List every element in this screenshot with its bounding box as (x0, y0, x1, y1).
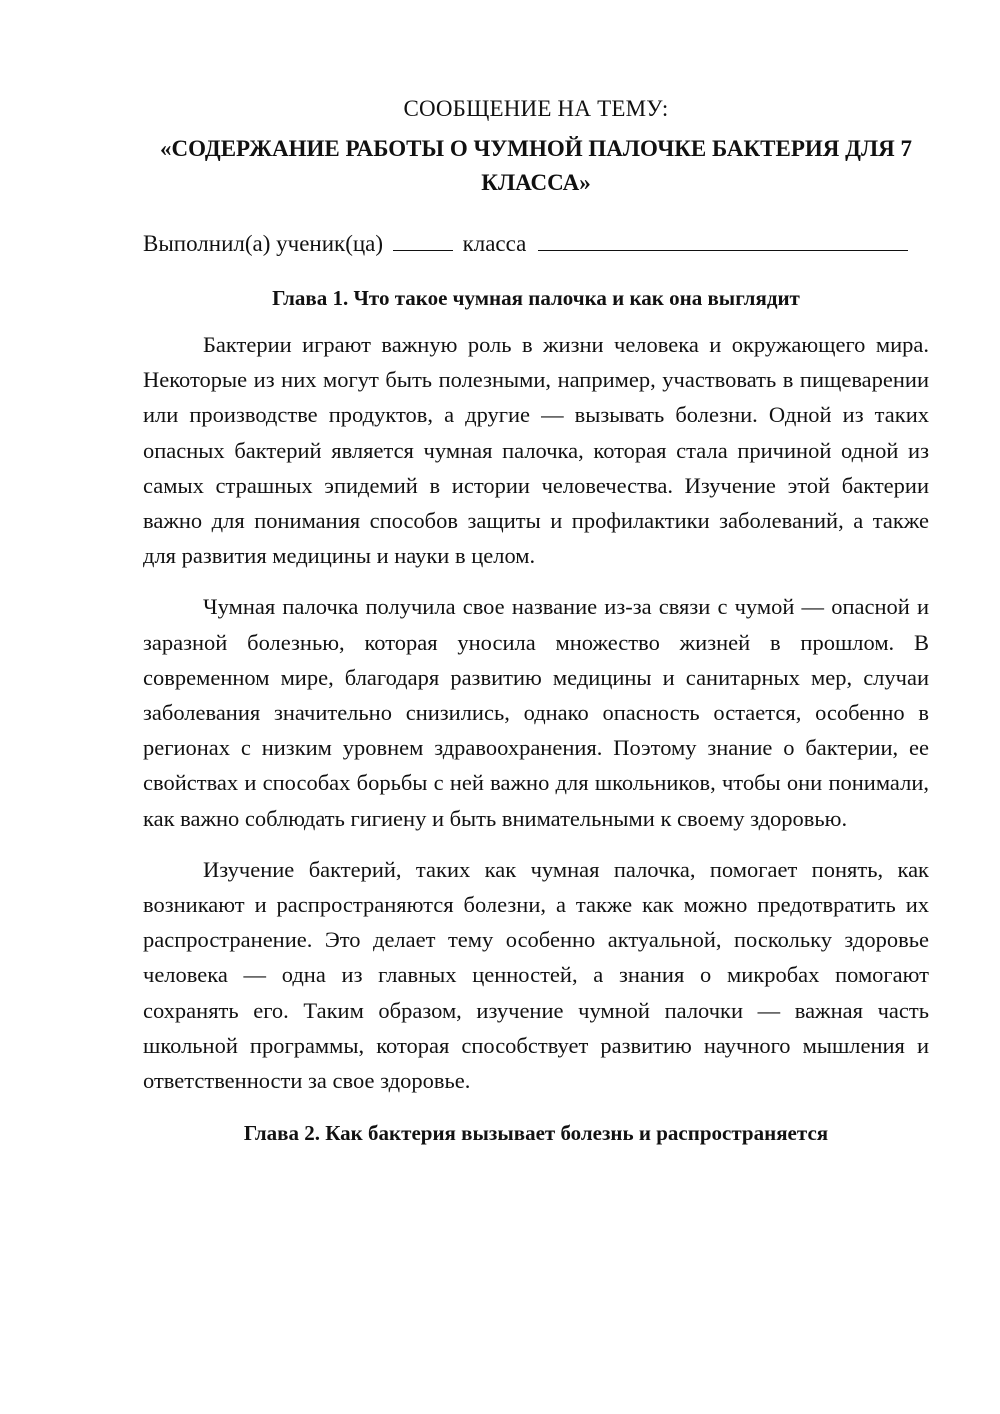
class-number-blank (393, 226, 453, 251)
student-prefix: Выполнил(а) ученик(ца) (143, 231, 384, 256)
student-line (143, 226, 929, 261)
document-title: «СОДЕРЖАНИЕ РАБОТЫ О ЧУМНОЙ ПАЛОЧКЕ БАКТЕРИЯ ДЛЯ 7 КЛАССА» (160, 136, 912, 195)
student-class-label: класса (462, 231, 527, 256)
paragraph-1: Бактерии играют важную роль в жизни человека и окружающего мира. Некоторые из них могут быть полезными, например, участвовать в пищеварении или производстве продуктов, а другие — вызывать болезни. Одной из таких опасных бактерий является чумная палочка, которая стала причиной одной из самых страшных эпидемий в истории человечества. Изучение этой бактерии важно для понимания способов защиты и профилактики заболеваний, а также для развития медицины и науки в целом. (143, 332, 929, 569)
chapter-2-title: Глава 2. Как бактерия вызывает болезнь и распространяется (243, 1121, 829, 1146)
document-header-line: СООБЩЕНИЕ НА ТЕМУ: (403, 96, 669, 121)
paragraph-3: Изучение бактерий, таких как чумная палочка, помогает понять, как возникают и распространяются болезни, а также как можно предотвратить их распространение. Это делает тему особенно актуальной, поскольку здоровье человека — одна из главных ценностей, а знания о микробах помогают сохранять его. Таким образом, изучение чумной палочки — важная часть школьной программы, которая способствует развитию научного мышления и ответственности за свое здоровье. (143, 856, 929, 1094)
student-name-blank (538, 226, 908, 251)
paragraph-2: Чумная палочка получила свое название из-за связи с чумой — опасной и заразной болезнью, которая уносила множество жизней в прошлом. В современном мире, благодаря развитию медицины и санитарных мер, случаи заболевания значительно снизились, однако опасность остается, особенно в регионах с низким уровнем здравоохранения. Поэтому знание о бактерии, ее свойствах и способах борьбы с ней важно для школьников, чтобы они понимали, как важно соблюдать гигиену и быть внимательными к своему здоровью. (143, 594, 929, 831)
document-page (143, 92, 929, 1148)
chapter-1-title: Глава 1. Что такое чумная палочка и как она выглядит (272, 286, 800, 310)
